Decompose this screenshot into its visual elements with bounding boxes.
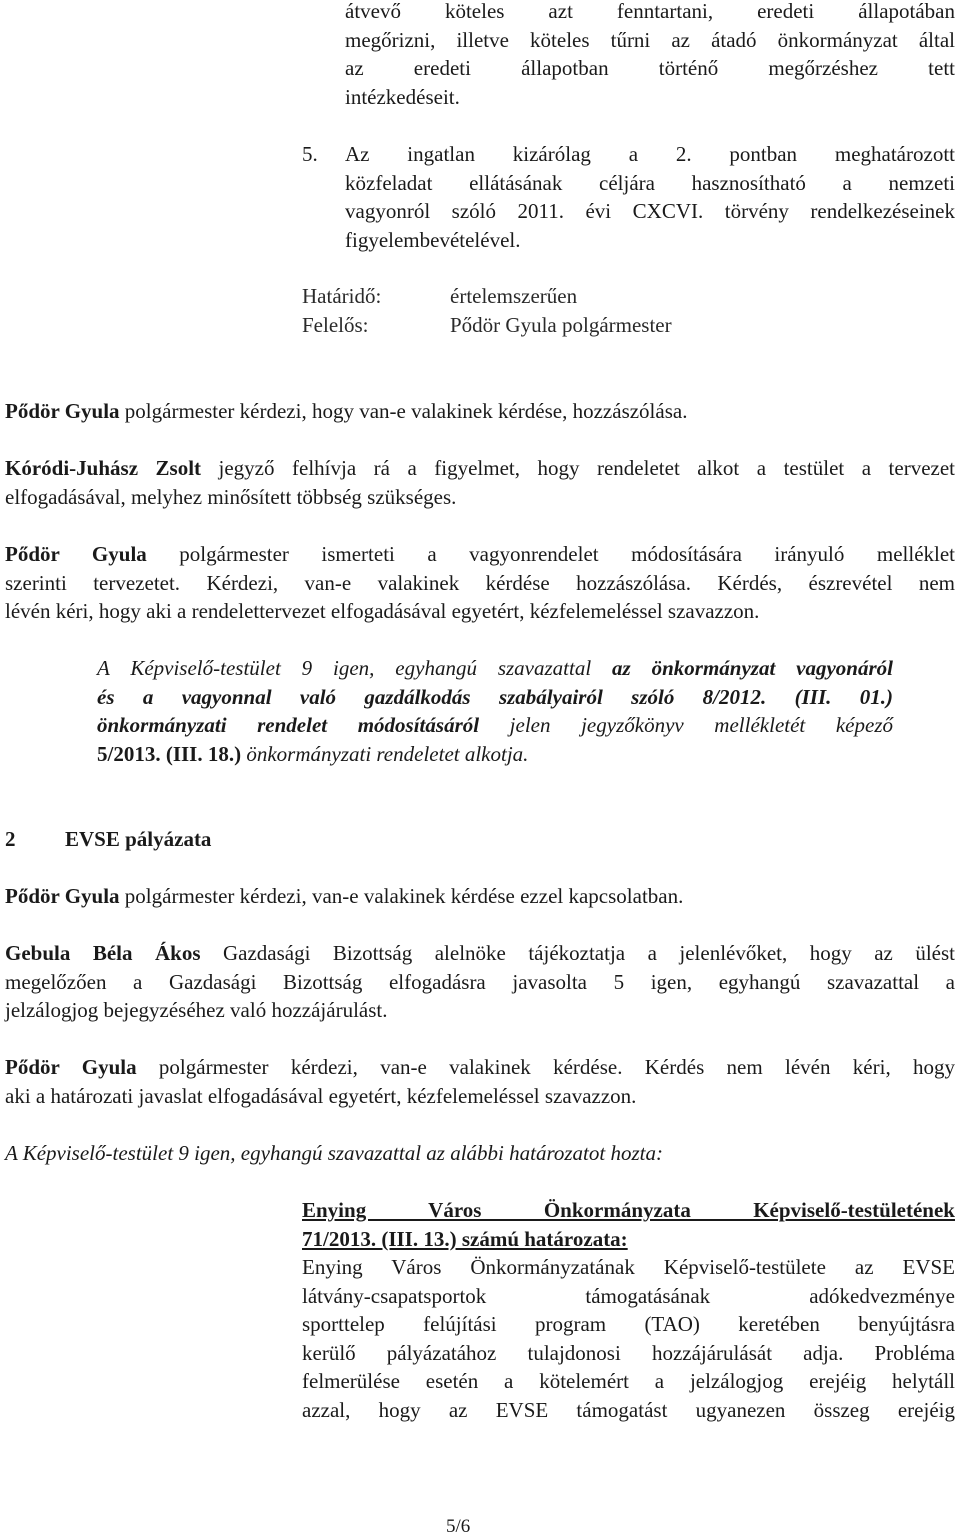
deadline-label: Határidő:	[302, 284, 382, 308]
paragraph-question	[5, 397, 955, 426]
decision-paragraph	[97, 654, 893, 768]
text-line: átvevő köteles azt fenntartani, eredeti állapotában	[345, 0, 955, 23]
resolution-block	[302, 1196, 955, 1424]
paragraph-mayor-presents	[5, 540, 955, 626]
text-line: közfeladat ellátásának céljára hasznosítható a nemzeti	[345, 170, 955, 195]
text-line: látvány-csapatsportok támogatásának adókedvezménye	[302, 1283, 955, 1308]
text-line: szerinti tervezetet. Kérdezi, van-e valakinek kérdése hozzászólása. Kérdés, észrevétel nem	[5, 570, 955, 595]
point-number: 5.	[302, 142, 318, 166]
text-line: felmerülése esetén a kötelemért a jelzálogjog erejéig helytáll	[302, 1369, 955, 1393]
text-line: az eredeti állapotban történő megőrzéshez tett	[345, 56, 955, 80]
text-line: kerülő pályázatához tulajdonosi hozzájárulását adja. Probléma	[302, 1340, 955, 1365]
speaker-name: Pődör Gyula	[5, 542, 147, 566]
section-title: EVSE pályázata	[65, 827, 212, 851]
speaker-name: Pődör Gyula	[5, 399, 120, 423]
paragraph-text: jegyző felhívja rá a figyelmet, hogy rendeletet alkot a testület a tervezet	[201, 456, 955, 480]
speaker-name: Pődör Gyula	[5, 884, 120, 908]
text-line: sporttelep felújítási program (TAO) keretében benyújtásra	[302, 1312, 955, 1336]
decree-number: 5/2013. (III. 18.)	[97, 741, 242, 766]
resolution-number: 71/2013. (III. 13.) számú határozata:	[302, 1226, 628, 1251]
decision-bold-text: az önkormányzat vagyonáról	[612, 656, 893, 680]
decision-bold-text: önkormányzati rendelet módosításáról	[97, 713, 480, 737]
decision-text: A Képviselő-testület 9 igen, egyhangú szavazattal	[97, 656, 613, 680]
text-line: elfogadásával, melyhez minősített többség szükséges.	[5, 484, 457, 509]
paragraph-vote-call	[5, 1053, 955, 1110]
speaker-name: Pődör Gyula	[5, 1055, 137, 1079]
text-line: azzal, hogy az EVSE támogatást ugyanezen összeg erejéig	[302, 1397, 955, 1422]
text-line: intézkedéseit.	[345, 84, 460, 109]
responsible-label: Felelős:	[302, 313, 369, 337]
text-line: aki a határozati javaslat elfogadásával egyetért, kézfelemeléssel szavazzon.	[5, 1083, 637, 1108]
paragraph-question-2	[5, 882, 955, 911]
text-line: megelőzően a Gazdasági Bizottság elfogadásra javasolta 5 igen, egyhangú szavazattal a	[5, 969, 955, 994]
speaker-name: Gebula Béla Ákos	[5, 941, 201, 965]
deadline-value: értelemszerűen	[450, 284, 578, 308]
decision-text: önkormányzati rendeletet alkotja.	[241, 741, 529, 766]
decision-text: jelen jegyzőkönyv mellékletét képező	[479, 713, 893, 737]
vote-result	[5, 1139, 955, 1168]
section-number: 2	[5, 827, 16, 851]
text-line: megőrizni, illetve köteles tűrni az átadó önkormányzat által	[345, 27, 955, 52]
decision-bold-text: és a vagyonnal való gazdálkodás szabályairól szóló 8/2012. (III. 01.)	[97, 684, 893, 709]
paragraph-text: polgármester kérdezi, hogy van-e valakinek kérdése, hozzászólása.	[119, 399, 688, 423]
page-number: 5/6	[446, 1516, 471, 1537]
paragraph-notary	[5, 454, 955, 511]
paragraph-text: polgármester kérdezi, van-e valakinek kérdése. Kérdés nem lévén kéri, hogy	[136, 1055, 956, 1079]
responsible-value: Pődör Gyula polgármester	[450, 313, 672, 337]
text-line: Az ingatlan kizárólag a 2. pontban meghatározott	[345, 142, 955, 166]
paragraph-text: Gazdasági Bizottság alelnöke tájékoztatja a jelenlévőket, hogy az ülést	[200, 941, 956, 965]
paragraph-text: polgármester kérdezi, van-e valakinek kérdése ezzel kapcsolatban.	[119, 884, 684, 908]
paragraph-text: polgármester ismerteti a vagyonrendelet módosítására irányuló melléklet	[146, 542, 956, 566]
text-line: lévén kéri, hogy aki a rendelettervezet elfogadásával egyetért, kézfelemeléssel szavazzon.	[5, 599, 760, 623]
text-line: vagyonról szóló 2011. évi CXCVI. törvény rendelkezéseinek	[345, 199, 955, 223]
paragraph-committee	[5, 939, 955, 1025]
text-line: jelzálogjog bejegyzéséhez való hozzájárulást.	[5, 998, 388, 1022]
vote-result-text: A Képviselő-testület 9 igen, egyhangú szavazattal az alábbi határozatot hozta:	[5, 1141, 663, 1165]
text-line: figyelembevételével.	[345, 227, 521, 252]
point-5-paragraph	[345, 140, 955, 254]
text-line: Enying Város Önkormányzatának Képviselő-testülete az EVSE	[302, 1255, 955, 1279]
resolution-heading: Enying Város Önkormányzata Képviselő-testületének	[302, 1198, 955, 1222]
continuation-paragraph	[345, 0, 955, 111]
speaker-name: Kóródi-Juhász Zsolt	[5, 456, 202, 480]
